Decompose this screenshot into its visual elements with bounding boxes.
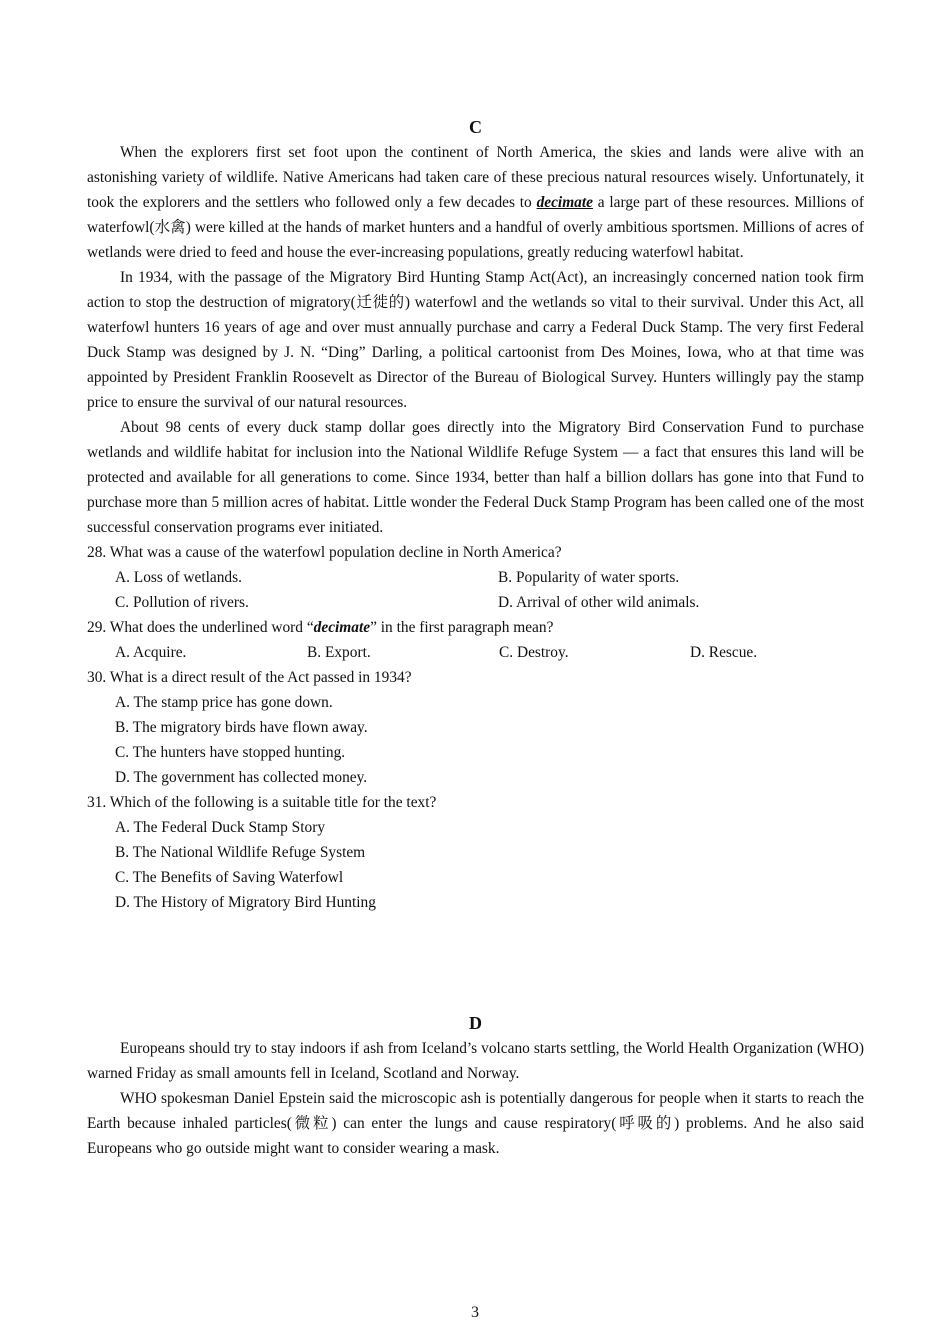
option-c: C. The hunters have stopped hunting. (115, 744, 346, 761)
passage-c (87, 140, 864, 915)
question-29 (87, 615, 864, 665)
page-number: 3 (471, 1304, 479, 1321)
underlined-keyword: decimate (536, 194, 593, 211)
options (87, 815, 864, 915)
passage-d (87, 1036, 864, 1161)
p1-text-end: a large part of these resources. Millions of waterfowl(水禽) were killed at the hands of market hunters and a handful of overly ambitious sportsmen. Millions of acres of wetlands were dried to feed and house the ever-increasing populations, greatly reducing waterfowl habitat. (87, 194, 864, 261)
option-d: D. Rescue. (690, 644, 758, 661)
stem-start: 29. What does the underlined word “ (87, 619, 314, 636)
stem-end: ” in the first paragraph mean? (370, 619, 554, 636)
option-b: B. Popularity of water sports. (498, 569, 680, 586)
option-b: B. The National Wildlife Refuge System (115, 844, 366, 861)
passage-c-paragraph-2: In 1934, with the passage of the Migratory Bird Hunting Stamp Act(Act), an increasingly concerned nation took firm action to stop the destruction of migratory(迁徙的) waterfowl and the wetlands so vital to their survival. Under this Act, all waterfowl hunters 16 years of age and over must annually purchase and carry a Federal Duck Stamp. The very first Federal Duck Stamp was designed by J. N. “Ding” Darling, a political cartoonist from Des Moines, Iowa, who at that time was appointed by President Franklin Roosevelt as Director of the Bureau of Biological Survey. Hunters willingly pay the stamp price to ensure the survival of our natural resources. (87, 269, 864, 411)
options (87, 690, 864, 790)
passage-c-paragraph-1 (87, 140, 864, 265)
stem-keyword: decimate (313, 619, 371, 636)
option-d: D. The History of Migratory Bird Hunting (115, 894, 376, 911)
option-c: C. Pollution of rivers. (115, 594, 249, 611)
option-a: A. The Federal Duck Stamp Story (115, 819, 326, 836)
option-d: D. Arrival of other wild animals. (498, 594, 700, 611)
option-d: D. The government has collected money. (115, 769, 368, 786)
option-c: C. Destroy. (499, 644, 569, 661)
option-b: B. The migratory birds have flown away. (115, 719, 368, 736)
question-stem: 30. What is a direct result of the Act passed in 1934? (87, 669, 412, 686)
passage-d-paragraph-2: WHO spokesman Daniel Epstein said the microscopic ash is potentially dangerous for people when it starts to reach the Earth because inhaled particles(微粒) can enter the lungs and cause respiratory(呼吸的) problems. And he also said Europeans who go outside might want to consider wearing a mask. (87, 1090, 864, 1157)
option-a: A. Acquire. (115, 644, 187, 661)
question-stem: 28. What was a cause of the waterfowl population decline in North America? (87, 544, 562, 561)
options (87, 565, 864, 615)
option-a: A. Loss of wetlands. (115, 569, 242, 586)
option-a: A. The stamp price has gone down. (115, 694, 333, 711)
passage-d-paragraph-1: Europeans should try to stay indoors if ash from Iceland’s volcano starts settling, the World Health Organization (WHO) warned Friday as small amounts fell in Iceland, Scotland and Norway. (87, 1040, 864, 1082)
question-stem: 31. Which of the following is a suitable title for the text? (87, 794, 437, 811)
option-b: B. Export. (307, 644, 371, 661)
p1-text-start: When the explorers first set foot upon the continent of North America, the skies and lands were alive with an astonishing variety of wildlife. Native Americans had taken care of these precious natural resources wisely. Unfortunately, it took the explorers and the settlers who followed only a few decades to (87, 144, 864, 211)
option-c: C. The Benefits of Saving Waterfowl (115, 869, 344, 886)
question-30 (87, 665, 864, 790)
section-c-title: C (469, 117, 482, 137)
question-stem (87, 615, 864, 640)
question-28 (87, 540, 864, 615)
question-31 (87, 790, 864, 915)
options (87, 640, 864, 665)
passage-c-paragraph-3: About 98 cents of every duck stamp dollar goes directly into the Migratory Bird Conservation Fund to purchase wetlands and wildlife habitat for inclusion into the National Wildlife Refuge System — a fact that ensures this land will be protected and available for all generations to come. Since 1934, better than half a billion dollars has gone into that Fund to purchase more than 5 million acres of habitat. Little wonder the Federal Duck Stamp Program has been called one of the most successful conservation programs ever initiated. (87, 419, 864, 536)
section-d-title: D (469, 1013, 482, 1033)
